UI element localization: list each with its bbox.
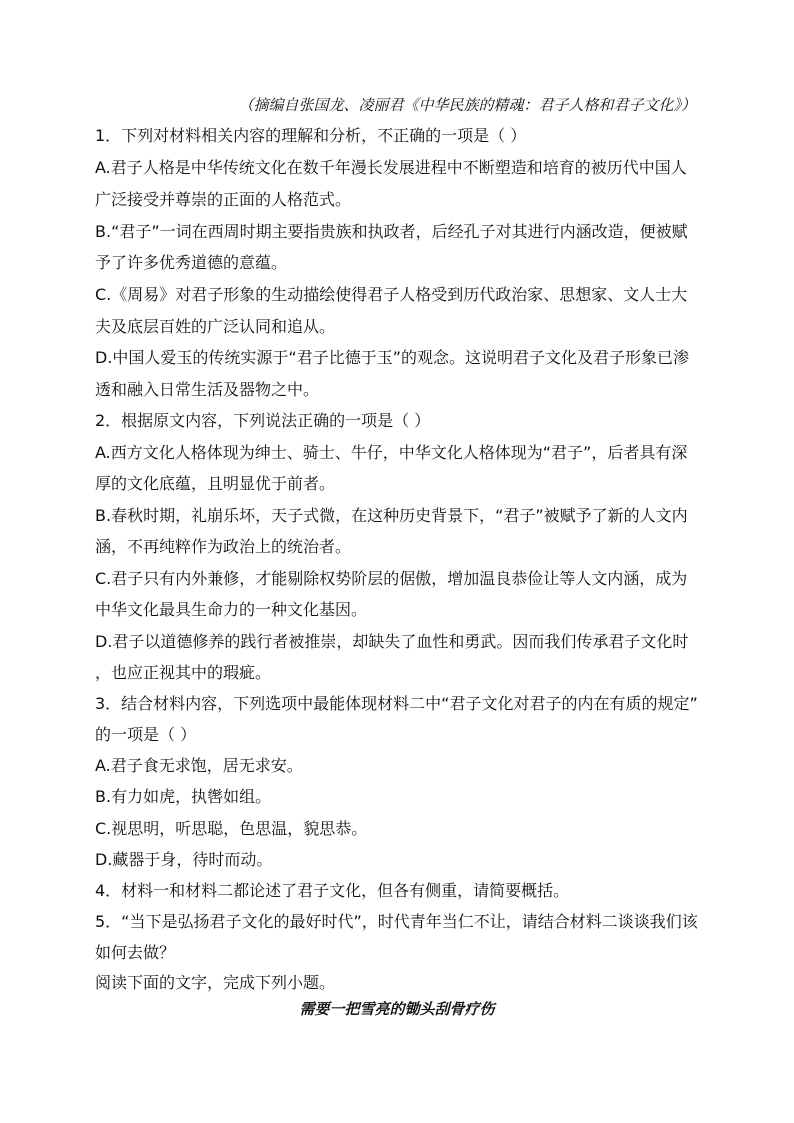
q1-option-d-line1: D.中国人爱玉的传统实源于“君子比德于玉”的观念。这说明君子文化及君子形象已渗 bbox=[95, 348, 689, 367]
q1-option-d-line2: 透和融入日常生活及器物之中。 bbox=[95, 380, 320, 399]
q1-option-a-line2: 广泛接受并尊崇的正面的人格范式。 bbox=[95, 190, 352, 209]
q1-option-a-line1: A.君子人格是中华传统文化在数千年漫长发展进程中不断塑造和培育的被历代中国人 bbox=[95, 158, 687, 177]
q2-option-d-line2: ，也应正视其中的瑕疵。 bbox=[95, 663, 272, 682]
q2-option-a-line1: A.西方文化人格体现为绅士、骑士、牛仔，中华文化人格体现为“君子”，后者具有深 bbox=[95, 443, 688, 462]
question-2-stem: 2．根据原文内容，下列说法正确的一项是（ ） bbox=[95, 411, 431, 430]
q2-option-a-line2: 厚的文化底蕴，且明显优于前者。 bbox=[95, 474, 336, 493]
question-5-line2: 如何去做？ bbox=[95, 943, 176, 962]
q3-option-a: A.君子食无求饱，居无求安。 bbox=[95, 756, 303, 775]
q2-option-b-line2: 涵，不再纯粹作为政治上的统治者。 bbox=[95, 537, 352, 556]
q3-option-c: C.视思明，听思聪，色思温，貌思恭。 bbox=[95, 819, 368, 838]
q1-option-c-line1: C.《周易》对君子形象的生动描绘使得君子人格受到历代政治家、思想家、文人士大 bbox=[95, 285, 688, 304]
question-3-stem-line2: 的一项是（ ） bbox=[95, 725, 197, 744]
q1-option-b-line1: B.“君子”一词在西周时期主要指贵族和执政者，后经孔子对其进行内涵改造，便被赋 bbox=[95, 222, 688, 241]
q1-option-b-line2: 予了许多优秀道德的意蕴。 bbox=[95, 253, 288, 272]
q2-option-c-line1: C.君子只有内外兼修，才能剔除权势阶层的倨傲，增加温良恭俭让等人文内涵，成为 bbox=[95, 569, 688, 588]
question-1-stem: 1．下列对材料相关内容的理解和分析，不正确的一项是（ ） bbox=[95, 126, 527, 145]
question-5-line1: 5．“当下是弘扬君子文化的最好时代”，时代青年当仁不让，请结合材料二谈谈我们该 bbox=[95, 912, 698, 931]
q1-option-c-line2: 夫及底层百姓的广泛认同和追从。 bbox=[95, 317, 336, 336]
q2-option-d-line1: D.君子以道德修养的践行者被推崇，却缺失了血性和勇武。因而我们传承君子文化时 bbox=[95, 632, 689, 651]
question-4: 4．材料一和材料二都论述了君子文化，但各有侧重，请简要概括。 bbox=[95, 881, 570, 900]
source-citation: （摘编自张国龙、凌丽君《中华民族的精魂：君子人格和君子文化》） bbox=[238, 96, 696, 114]
q3-option-b: B.有力如虎，执辔如组。 bbox=[95, 787, 272, 806]
reading-instruction: 阅读下面的文字，完成下列小题。 bbox=[95, 973, 336, 992]
q2-option-b-line1: B.春秋时期，礼崩乐坏，天子式微，在这种历史背景下，“君子”被赋予了新的人文内 bbox=[95, 506, 688, 525]
q3-option-d: D.藏器于身，待时而动。 bbox=[95, 850, 273, 869]
passage-title: 需要一把雪亮的锄头刮骨疗伤 bbox=[299, 1000, 495, 1018]
q2-option-c-line2: 中华文化最具生命力的一种文化基因。 bbox=[95, 600, 368, 619]
question-3-stem-line1: 3．结合材料内容，下列选项中最能体现材料二中“君子文化对君子的内在有质的规定” bbox=[95, 694, 698, 713]
